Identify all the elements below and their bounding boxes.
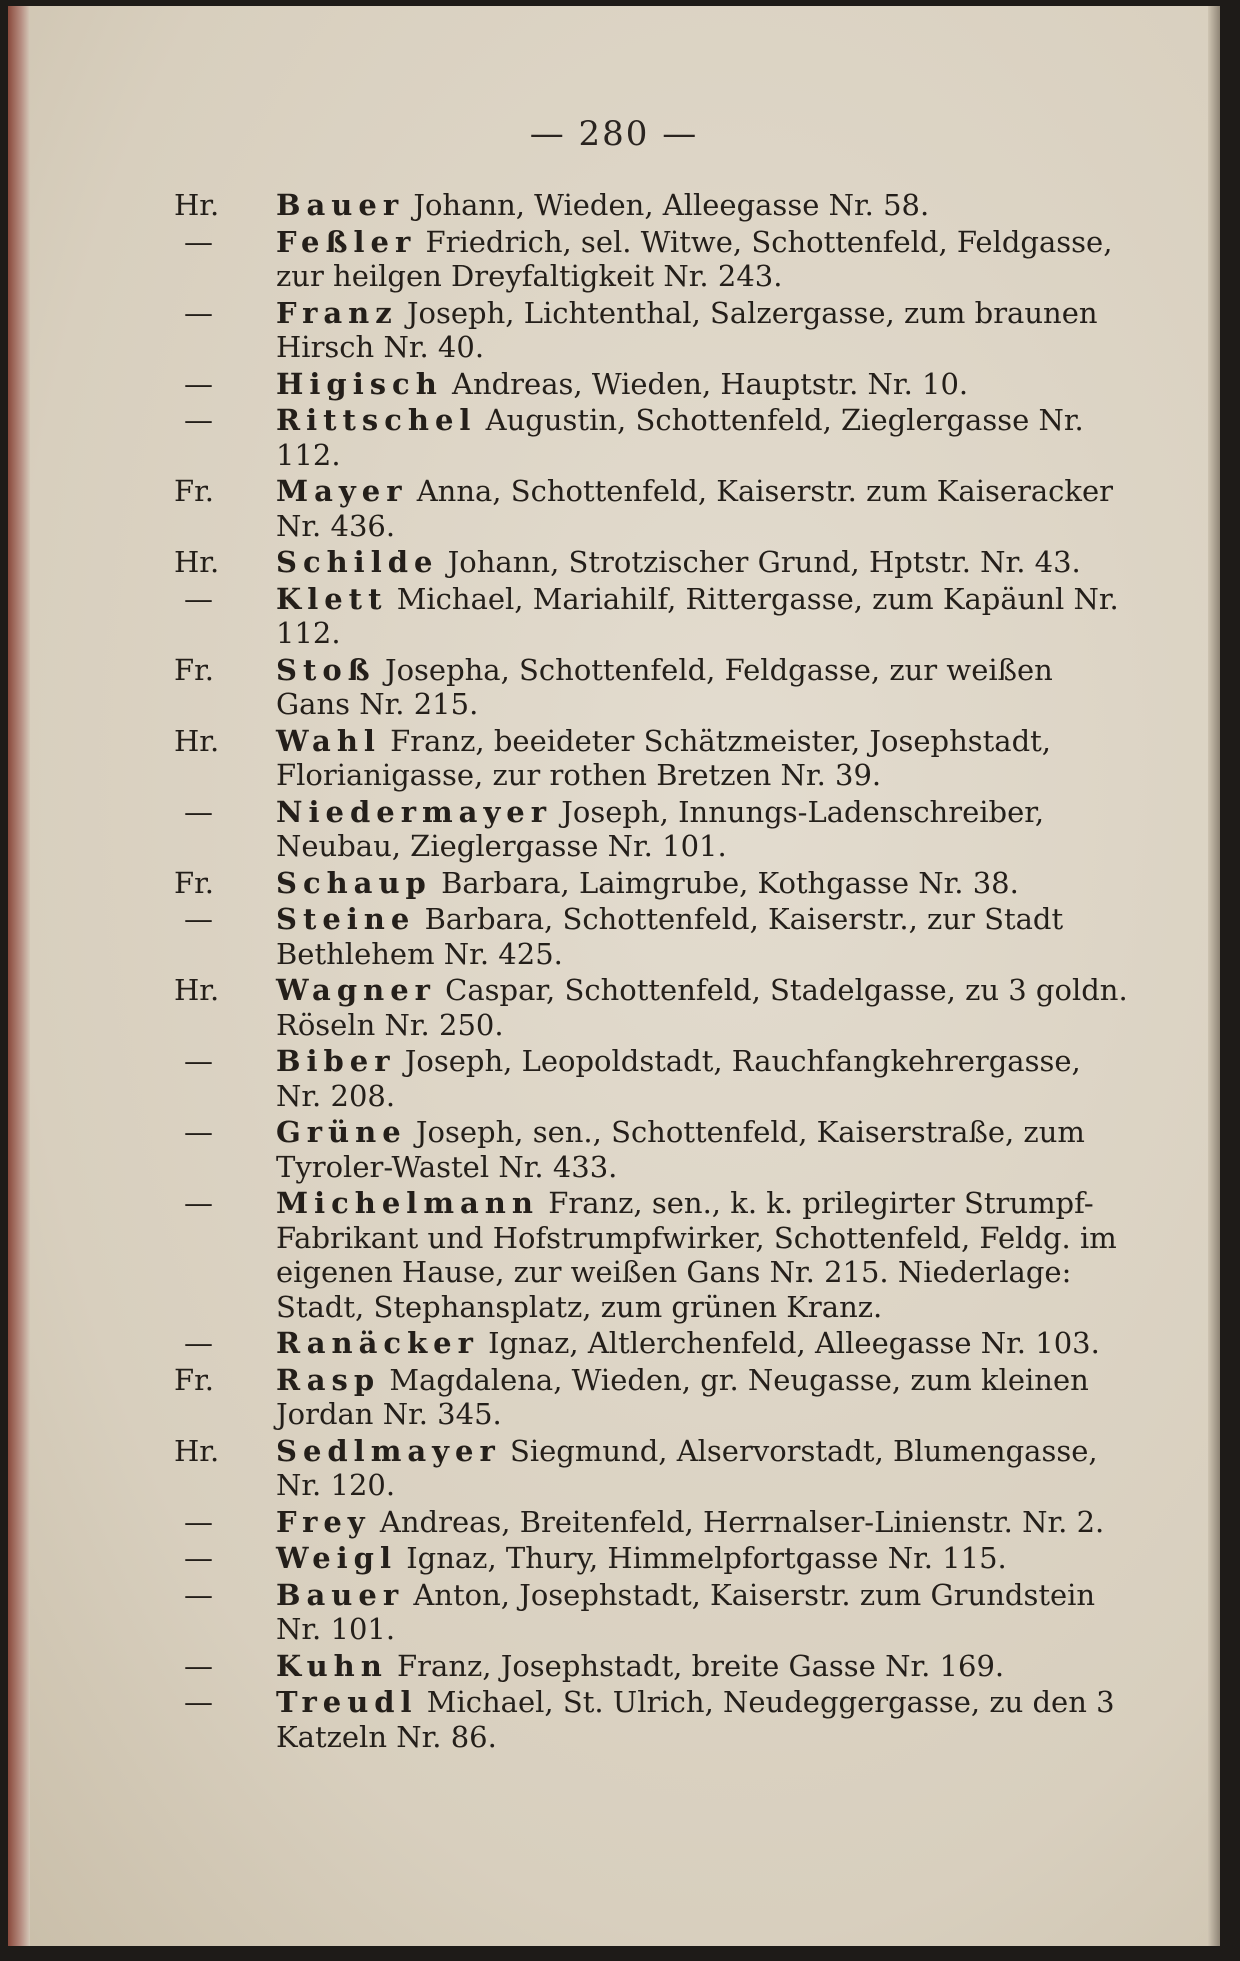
page-number: — 280 — <box>529 114 699 154</box>
directory-entry <box>156 1044 1134 1113</box>
entry-name: Steine <box>276 902 416 936</box>
entry-text: Andreas, Wieden, Hauptstr. Nr. 10. <box>452 366 969 401</box>
entry-text: Andreas, Breitenfeld, Herrnalser-Linienstr. Nr. 2. <box>379 1504 1105 1539</box>
entry-prefix: Hr. <box>174 1433 220 1468</box>
directory-entry <box>156 902 1134 971</box>
entry-prefix: — <box>184 1577 213 1612</box>
entry-name: Mayer <box>276 474 408 508</box>
directory-entry <box>156 653 1134 722</box>
directory-entries <box>156 188 1134 1756</box>
directory-entry <box>156 1578 1134 1647</box>
entry-text: Josepha, Schottenfeld, Feldgasse, zur weißen Gans Nr. 215. <box>276 652 1053 721</box>
directory-entry <box>156 367 1134 402</box>
entry-prefix: Fr. <box>174 865 215 900</box>
entry-prefix: Fr. <box>174 474 215 508</box>
directory-entry <box>156 724 1134 793</box>
directory-entry <box>156 545 1134 580</box>
entry-name: Schaup <box>276 865 432 900</box>
entry-name: Sedlmayer <box>276 1433 501 1468</box>
entry-name: Bauer <box>276 188 405 222</box>
entry-text: Anna, Schottenfeld, Kaiserstr. zum Kaiseracker Nr. 436. <box>276 474 1114 543</box>
book-page <box>8 6 1220 1946</box>
directory-entry <box>156 973 1134 1042</box>
entry-name: Wahl <box>276 723 381 758</box>
book-spine-edge <box>8 6 30 1946</box>
entry-name: Bauer <box>276 1577 405 1612</box>
directory-entry <box>156 1186 1134 1324</box>
directory-entry <box>156 1685 1134 1754</box>
entry-prefix: — <box>184 902 213 936</box>
entry-text: Franz, sen., k. k. prilegirter Strumpf-Fabrikant und Hofstrumpfwirker, Schottenfeld, Feldg. im eigenen Hause, zur weißen Gans Nr. 215. Niederlage: Stadt, Stephansplatz, zum grünen Kranz. <box>276 1186 1117 1324</box>
entry-text: Franz, Josephstadt, breite Gasse Nr. 169. <box>397 1648 1005 1683</box>
entry-prefix: Hr. <box>174 188 220 222</box>
entry-name: Kuhn <box>276 1648 388 1683</box>
entry-text: Michael, Mariahilf, Rittergasse, zum Kapäunl Nr. 112. <box>276 581 1119 650</box>
entry-prefix: — <box>184 224 213 259</box>
entry-text: Barbara, Schottenfeld, Kaiserstr., zur Stadt Bethlehem Nr. 425. <box>276 902 1064 971</box>
entry-name: Rasp <box>276 1362 381 1397</box>
directory-entry <box>156 188 1134 223</box>
entry-name: Frey <box>276 1504 371 1539</box>
entry-text: Joseph, sen., Schottenfeld, Kaiserstraße, zum Tyroler-Wastel Nr. 433. <box>276 1115 1085 1184</box>
entry-text: Ignaz, Thury, Himmelpfortgasse Nr. 115. <box>406 1541 1007 1575</box>
entry-name: Schilde <box>276 545 439 579</box>
entry-name: Treudl <box>276 1685 418 1719</box>
directory-entry <box>156 474 1134 543</box>
directory-entry <box>156 1363 1134 1432</box>
directory-entry <box>156 1115 1134 1184</box>
directory-entry <box>156 795 1134 864</box>
entry-text: Franz, beeideter Schätzmeister, Josephstadt, Florianigasse, zur rothen Bretzen Nr. 39. <box>276 723 1052 792</box>
entry-name: Wagner <box>276 973 436 1007</box>
directory-entry <box>156 1326 1134 1361</box>
entry-prefix: Fr. <box>174 652 215 687</box>
entry-text: Joseph, Lichtenthal, Salzergasse, zum braunen Hirsch Nr. 40. <box>276 295 1098 364</box>
entry-name: Ranäcker <box>276 1326 479 1360</box>
entry-prefix: — <box>184 295 213 330</box>
entry-text: Magdalena, Wieden, gr. Neugasse, zum kleinen Jordan Nr. 345. <box>276 1362 1089 1431</box>
entry-text: Caspar, Schottenfeld, Stadelgasse, zu 3 goldn. Röseln Nr. 250. <box>276 973 1128 1042</box>
entry-text: Joseph, Leopoldstadt, Rauchfangkehrergasse, Nr. 208. <box>276 1044 1081 1113</box>
page-edge-shadow <box>1208 6 1220 1946</box>
entry-prefix: Fr. <box>174 1362 215 1397</box>
entry-text: Joseph, Innungs-Ladenschreiber, Neubau, Zieglergasse Nr. 101. <box>276 794 1045 863</box>
entry-text: Anton, Josephstadt, Kaiserstr. zum Grundstein Nr. 101. <box>276 1577 1096 1646</box>
entry-prefix: — <box>184 1685 213 1719</box>
directory-entry <box>156 296 1134 365</box>
entry-prefix: — <box>184 1504 213 1539</box>
entry-prefix: — <box>184 1044 213 1078</box>
entry-text: Barbara, Laimgrube, Kothgasse Nr. 38. <box>441 865 1019 900</box>
entry-text: Siegmund, Alservorstadt, Blumengasse, Nr. 120. <box>276 1433 1098 1502</box>
entry-name: Niedermayer <box>276 794 553 829</box>
entry-text: Johann, Wieden, Alleegasse Nr. 58. <box>413 188 930 222</box>
directory-entry <box>156 866 1134 901</box>
entry-prefix: Hr. <box>174 545 220 579</box>
directory-entry <box>156 1434 1134 1503</box>
entry-prefix: — <box>184 1326 213 1360</box>
directory-entry <box>156 1541 1134 1576</box>
entry-text: Johann, Strotzischer Grund, Hptstr. Nr. 43. <box>447 545 1081 579</box>
entry-name: Stoß <box>276 652 376 687</box>
entry-prefix: — <box>184 366 213 401</box>
entry-prefix: — <box>184 581 213 616</box>
directory-entry <box>156 403 1134 472</box>
entry-text: Friedrich, sel. Witwe, Schottenfeld, Feldgasse, zur heilgen Dreyfaltigkeit Nr. 243. <box>276 224 1113 293</box>
entry-text: Augustin, Schottenfeld, Zieglergasse Nr. 112. <box>276 403 1084 472</box>
entry-name: Weigl <box>276 1541 397 1575</box>
entry-prefix: — <box>184 1541 213 1575</box>
entry-name: Higisch <box>276 366 443 401</box>
entry-name: Biber <box>276 1044 396 1078</box>
directory-entry <box>156 582 1134 651</box>
directory-entry <box>156 1649 1134 1684</box>
entry-text: Ignaz, Altlerchenfeld, Alleegasse Nr. 103. <box>488 1326 1100 1360</box>
entry-prefix: — <box>184 1115 213 1149</box>
entry-name: Grüne <box>276 1115 407 1149</box>
entry-name: Michelmann <box>276 1186 539 1220</box>
entry-name: Franz <box>276 295 398 330</box>
entry-prefix: — <box>184 403 213 437</box>
entry-prefix: Hr. <box>174 723 220 758</box>
entry-prefix: Hr. <box>174 973 220 1007</box>
directory-entry <box>156 1505 1134 1540</box>
entry-name: Rittschel <box>276 403 477 437</box>
entry-prefix: — <box>184 1186 213 1220</box>
entry-name: Feßler <box>276 224 417 259</box>
entry-prefix: — <box>184 1648 213 1683</box>
directory-entry <box>156 225 1134 294</box>
entry-text: Michael, St. Ulrich, Neudeggergasse, zu den 3 Katzeln Nr. 86. <box>276 1685 1115 1754</box>
entry-name: Klett <box>276 581 388 616</box>
entry-prefix: — <box>184 794 213 829</box>
